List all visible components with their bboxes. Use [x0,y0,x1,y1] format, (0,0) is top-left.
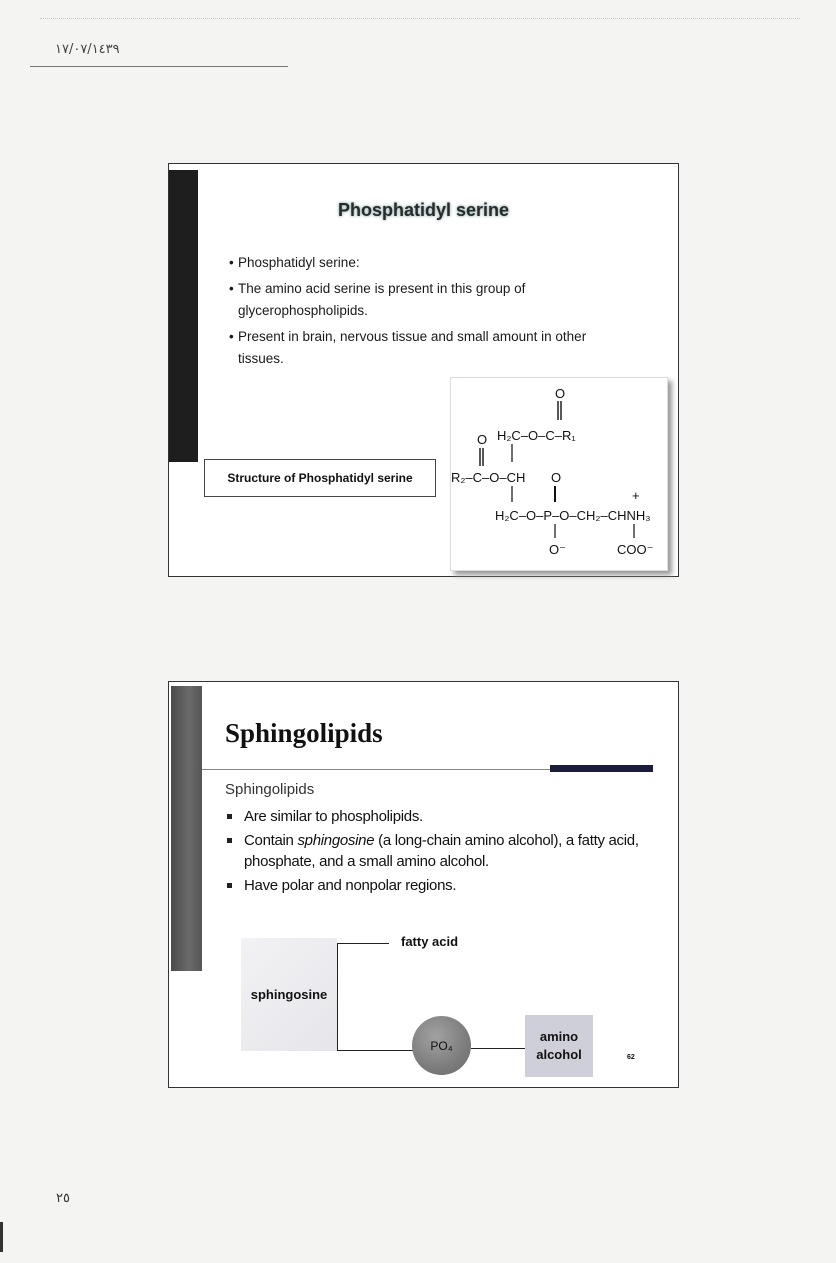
formula-o-minus: O⁻ [549,542,566,557]
bullet-item: • Present in brain, nervous tissue and small amount in other tissues. [229,326,629,370]
slide-accent-bar [171,686,202,971]
structure-caption: Structure of Phosphatidyl serine [204,459,436,497]
title-rule-accent [550,765,653,772]
formula-o-mid: O [551,470,562,485]
formula-o-left: O [477,432,488,447]
emphasis-sphingosine: sphingosine [297,832,375,849]
formula-row3: H₂C–O–P–O–CH₂–CHNH₃ [495,508,651,523]
formula-plus: + [632,488,640,503]
slide-title: Sphingolipids [225,718,383,748]
structure-formula [450,377,668,571]
formula-coo: COO⁻ [617,542,654,557]
phosphate-circle: PO₄ [412,1016,471,1075]
bullet-item: • The amino acid serine is present in this group of glycerophospholipids. [229,278,629,322]
fatty-acid-label: fatty acid [401,934,459,949]
sphingosine-box: sphingosine [241,938,337,1051]
bullet-item: Contain sphingosine (a long-chain amino alcohol), a fatty acid, phosphate, and a small amino alcohol. [225,830,645,872]
page-number: ٢٥ [56,1190,70,1205]
header-date: ١٧/٠٧/١٤٣٩ [55,42,120,57]
bullet-list [229,252,629,374]
bullet-item: • Phosphatidyl serine: [229,252,629,274]
slide-title: Phosphatidyl serine [337,200,510,220]
connector-po4 [337,1050,415,1051]
formula-o-top: O [555,386,566,401]
slide-intro: Sphingolipids [225,781,315,798]
bullet-item: Are similar to phospholipids. [225,806,645,827]
amino-alcohol-box: amino alcohol [525,1015,593,1077]
slide-sphingolipids [168,681,679,1088]
connector-amino [471,1048,526,1049]
connector-vertical [337,943,338,1051]
header-underline [30,66,288,67]
slide-number: 62 [627,1054,635,1061]
slide-phosphatidyl-serine [168,163,679,577]
bullet-item: Have polar and nonpolar regions. [225,875,645,896]
connector-fatty-acid [337,943,389,944]
page-edge-mark [0,1222,3,1252]
formula-row2: R₂–C–O–CH [451,470,526,485]
bullet-list [225,806,645,899]
scan-dots [40,18,800,23]
formula-row1: H₂C–O–C–R₁ [497,428,576,443]
